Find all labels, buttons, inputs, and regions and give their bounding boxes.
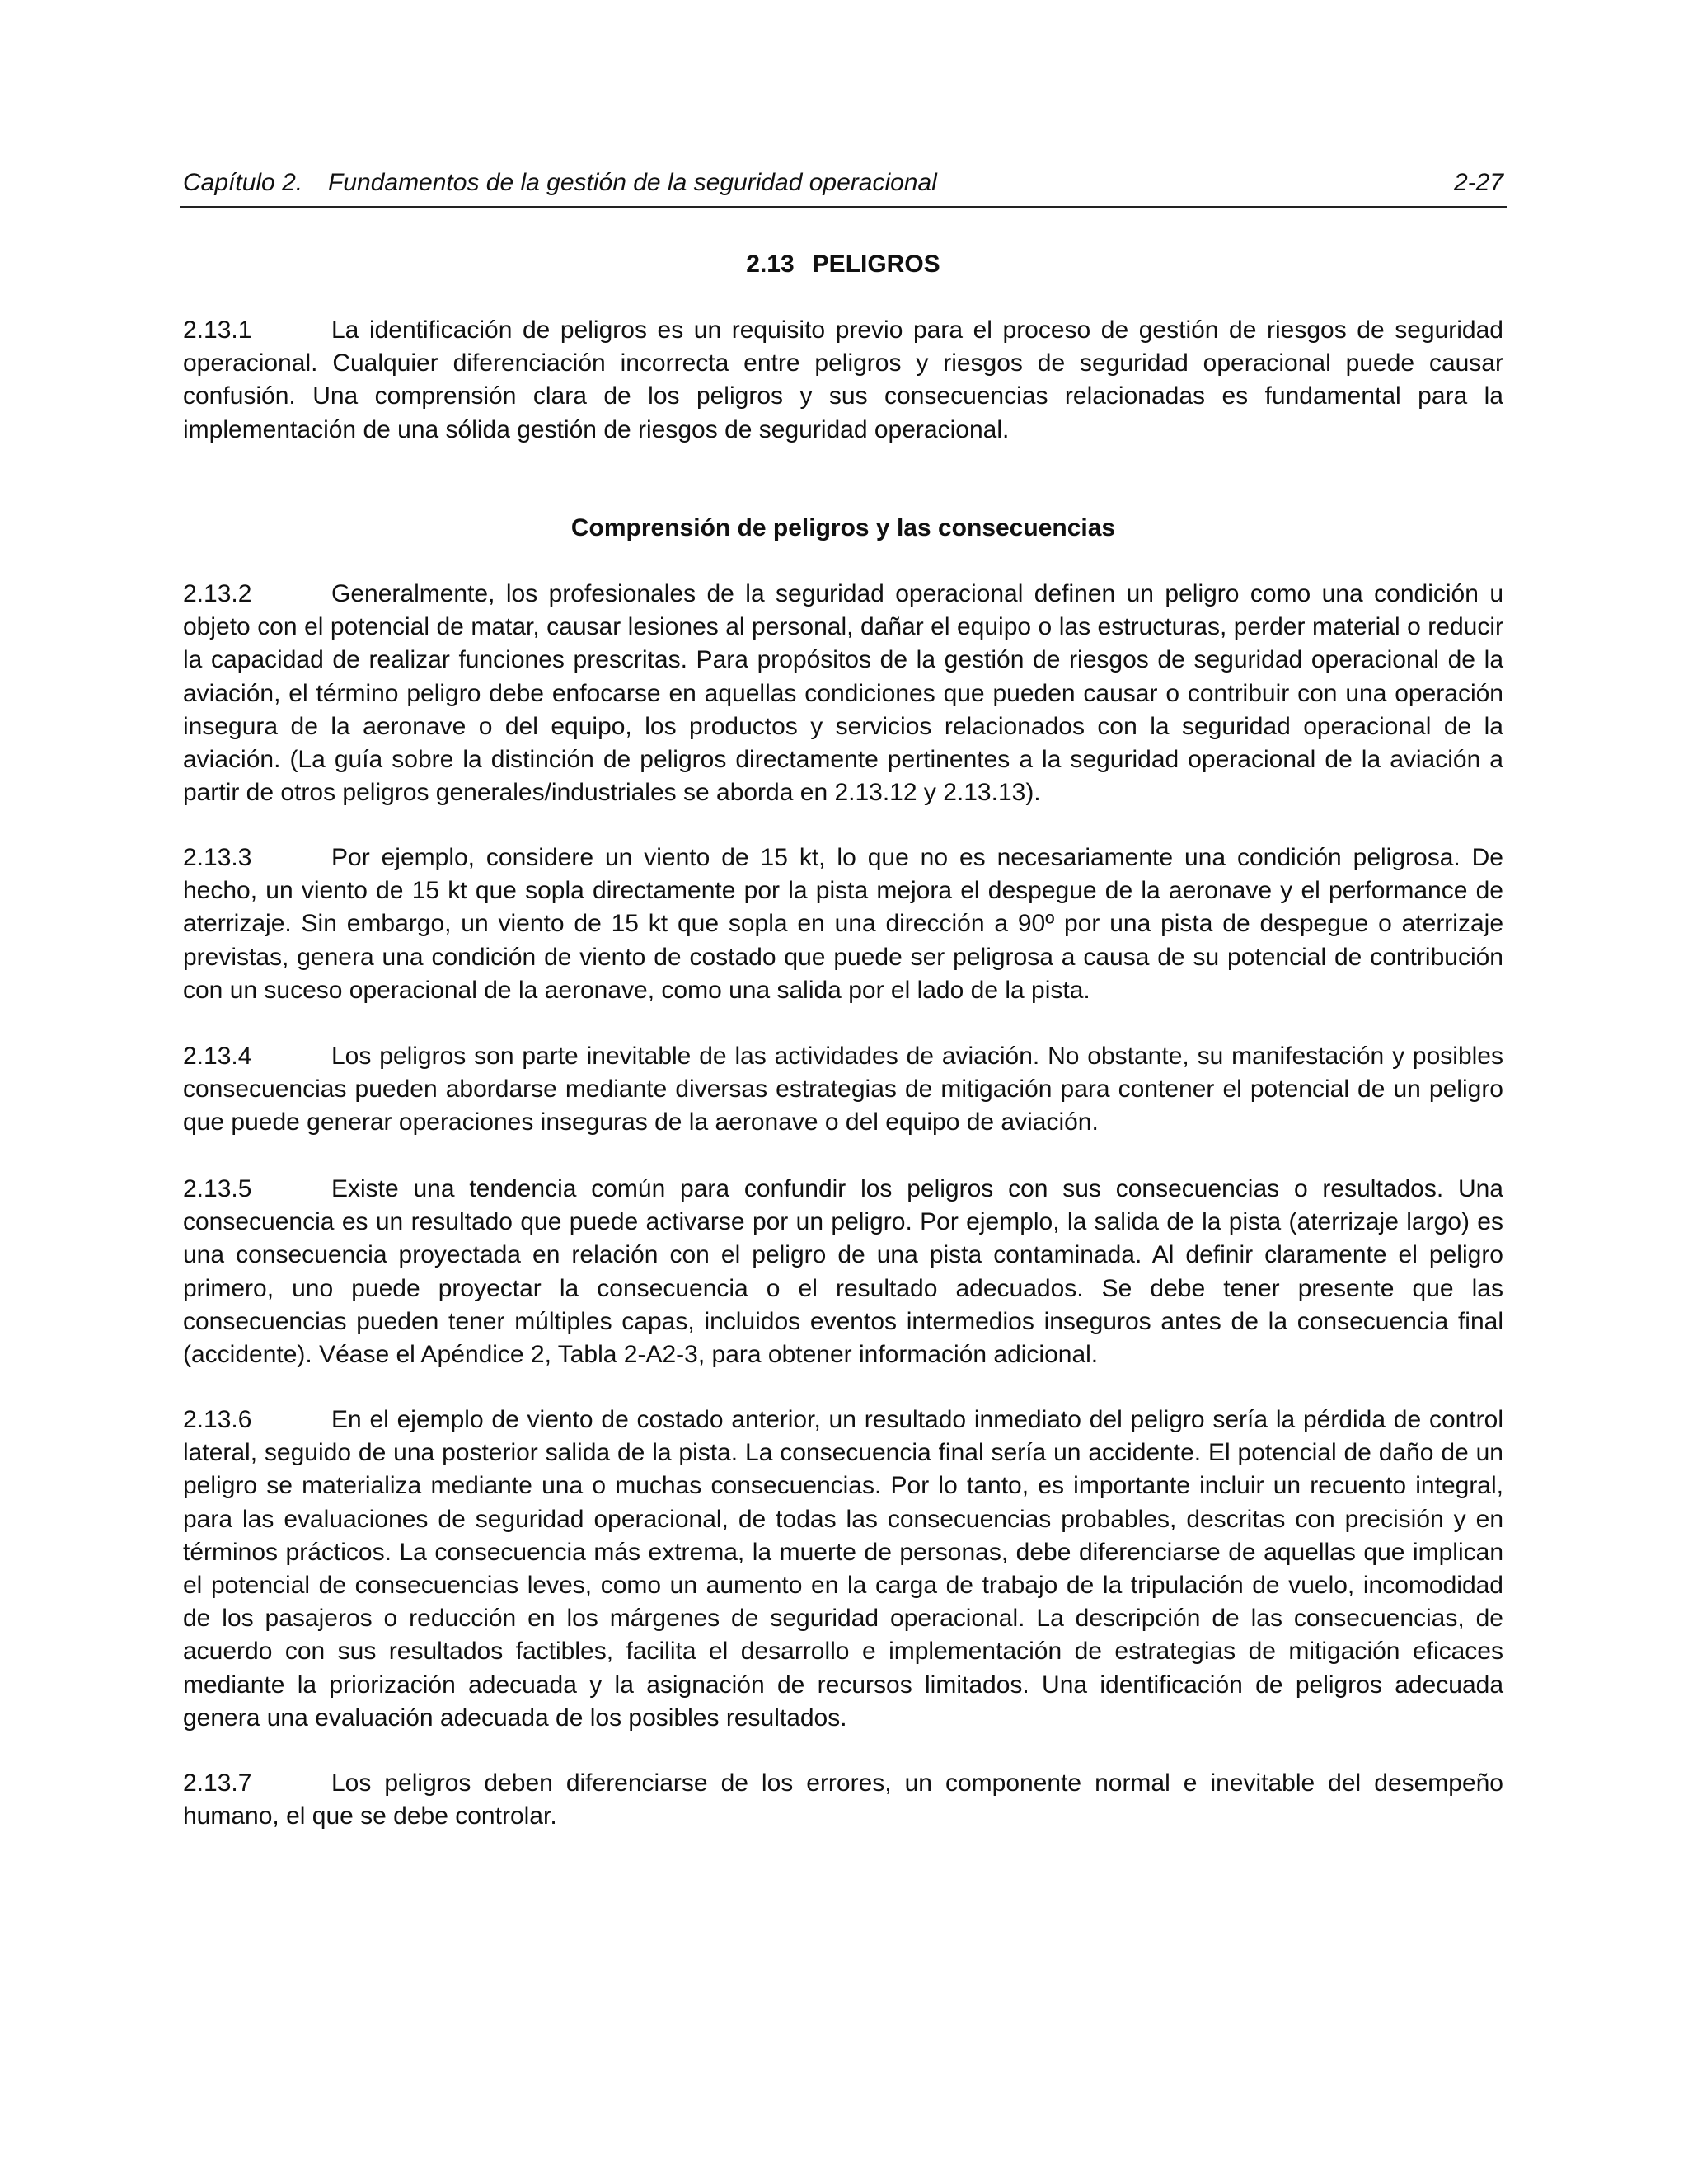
subsection-title: Comprensión de peligros y las consecuencias (570, 514, 1116, 541)
running-header (180, 163, 1507, 208)
paragraph-number: 2.13.5 (183, 1175, 252, 1202)
paragraph-2-13-6 (183, 1404, 1503, 1735)
paragraph-number: 2.13.4 (183, 1043, 252, 1070)
section-heading (180, 248, 1507, 281)
paragraph-2-13-2 (183, 578, 1503, 809)
section-title: PELIGROS (812, 251, 940, 278)
paragraph-text: Los peligros son parte inevitable de las actividades de aviación. No obstante, su manifestación y posibles consecuencias pueden abordarse mediante diversas estrategias de mitigación para contener el potencial de un peligro que puede generar operaciones inseguras de la aeronave o del equipo de aviación. (183, 1043, 1503, 1137)
paragraph-text: Por ejemplo, considere un viento de 15 kt, lo que no es necesariamente una condición peligrosa. De hecho, un viento de 15 kt que sopla directamente por la pista mejora el despegue de la aeronave y el performance de aterrizaje. Sin embargo, un viento de 15 kt que sopla en una dirección a 90º por una pista de despegue o aterrizaje previstas, genera una condición de viento de costado que puede ser peligrosa a causa de su potencial de contribución con un suceso operacional de la aeronave, como una salida por el lado de la pista. (183, 844, 1503, 1004)
paragraph-number: 2.13.7 (183, 1769, 252, 1797)
paragraph-text: Los peligros deben diferenciarse de los errores, un componente normal e inevitable del desempeño humano, el que se debe controlar. (183, 1769, 1503, 1830)
paragraph-number: 2.13.6 (183, 1406, 252, 1433)
paragraph-text: Existe una tendencia común para confundir los peligros con sus consecuencias o resultados. Una consecuencia es un resultado que puede activarse por un peligro. Por ejemplo, la salida de la pista (aterrizaje largo) es una consecuencia proyectada en relación con el peligro de una pista contaminada. Al definir claramente el peligro primero, uno puede proyectar la consecuencia o el resultado adecuados. Se debe tener presente que las consecuencias pueden tener múltiples capas, incluidos eventos intermedios inseguros antes de la consecuencia final (accidente). Véase el Apéndice 2, Tabla 2-A2-3, para obtener información adicional. (183, 1175, 1503, 1369)
paragraph-number: 2.13.1 (183, 316, 252, 344)
paragraph-2-13-5 (183, 1173, 1503, 1371)
page-number: 2-27 (1453, 169, 1503, 196)
section-number: 2.13 (746, 251, 795, 278)
paragraph-text: En el ejemplo de viento de costado anterior, un resultado inmediato del peligro sería la pérdida de control lateral, seguido de una posterior salida de la pista. La consecuencia final sería un accidente. El potencial de daño de un peligro se materializa mediante una o muchas consecuencias. Por lo tanto, es importante incluir un recuento integral, para las evaluaciones de seguridad operacional, de todas las consecuencias probables, descritas con precisión y en términos prácticos. La consecuencia más extrema, la muerte de personas, debe diferenciarse de aquellas que implican el potencial de consecuencias leves, como un aumento en la carga de trabajo de la tripulación de vuelo, incomodidad de los pasajeros o reducción en los márgenes de seguridad operacional. La descripción de las consecuencias, de acuerdo con sus resultados factibles, facilita el desarrollo e implementación de estrategias de mitigación eficaces mediante la priorización adecuada y la asignación de recursos limitados. Una identificación de peligros adecuada genera una evaluación adecuada de los posibles resultados. (183, 1406, 1503, 1732)
paragraph-text: Generalmente, los profesionales de la seguridad operacional definen un peligro como una condición u objeto con el potencial de matar, causar lesiones al personal, dañar el equipo o las estructuras, perder material o reducir la capacidad de realizar funciones prescritas. Para propósitos de la gestión de riesgos de seguridad operacional de la aviación, el término peligro debe enfocarse en aquellas condiciones que pueden causar o contribuir con una operación insegura de la aeronave o del equipo, los productos y servicios relacionados con la seguridad operacional de la aviación. (La guía sobre la distinción de peligros directamente pertinentes a la seguridad operacional de la aviación a partir de otros peligros generales/industriales se aborda en 2.13.12 y 2.13.13). (183, 580, 1503, 807)
paragraph-number: 2.13.2 (183, 580, 252, 607)
paragraph-2-13-7 (183, 1767, 1503, 1833)
paragraph-2-13-3 (183, 841, 1503, 1007)
paragraph-text: La identificación de peligros es un requisito previo para el proceso de gestión de riesgos de seguridad operacional. Cualquier diferenciación incorrecta entre peligros y riesgos de seguridad operacional puede causar confusión. Una comprensión clara de los peligros y sus consecuencias relacionadas es fundamental para la implementación de una sólida gestión de riesgos de seguridad operacional. (183, 316, 1503, 443)
paragraph-number: 2.13.3 (183, 844, 252, 871)
paragraph-2-13-4 (183, 1040, 1503, 1140)
chapter-label: Capítulo 2. (183, 169, 303, 196)
subsection-heading (180, 512, 1507, 545)
chapter-title: Fundamentos de la gestión de la seguridad operacional (328, 169, 937, 196)
paragraph-2-13-1 (183, 314, 1503, 447)
